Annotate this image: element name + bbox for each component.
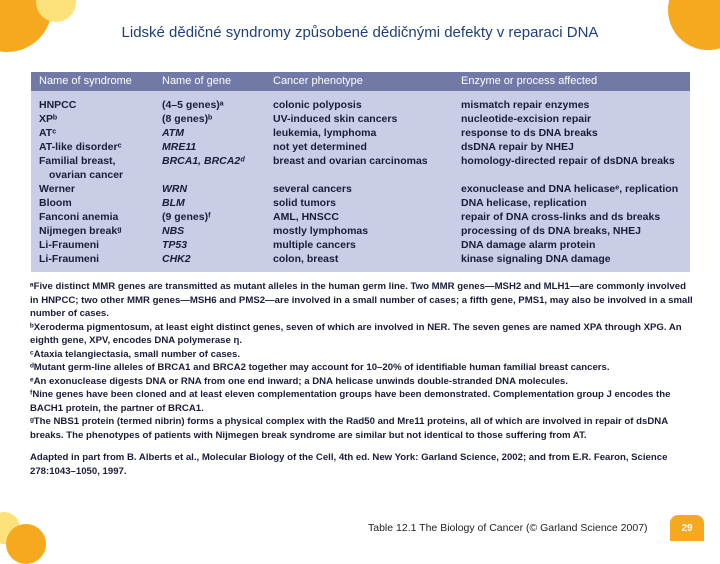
table-cell: (4–5 genes)ᵃ [162,99,224,111]
table-cell: ovarian cancer [49,169,124,181]
table-caption: Table 12.1 The Biology of Cancer (© Garland Science 2007) [368,522,648,534]
table-cell: Nijmegen breakᵍ [39,225,122,237]
table-cell: MRE11 [162,141,197,153]
slide-title: Lidské dědičné syndromy způsobené dědičnými defekty v reparaci DNA [121,24,599,41]
table-cell: mostly lymphomas [273,225,369,237]
footnote-b: ᵇXeroderma pigmentosum, at least eight distinct genes, seven of which are involved in NER. The seven genes are named XPA through XPG. An eighth gene, XPV, encodes DNA polymerase η. [30,321,682,346]
table-cell: response to ds DNA breaks [461,127,598,139]
table-cell: solid tumors [273,197,337,209]
footnote-f: ᶠNine genes have been cloned and at least eleven complementation groups have been demonstrated. Complementation group J encodes the BACH1 protein, the partner of BRCA1. [30,389,671,414]
table-cell: repair of DNA cross-links and ds breaks [461,211,661,223]
table-cell: DNA damage alarm protein [461,239,596,251]
table-cell: DNA helicase, replication [461,197,587,209]
table-cell: AML, HNSCC [273,211,339,223]
syndrome-table [31,72,690,272]
table-cell: Familial breast, [39,155,116,167]
table-cell: homology-directed repair of dsDNA breaks [461,155,675,167]
header-syndrome: Name of syndrome [39,75,132,87]
table-cell: ATᶜ [39,127,57,139]
table-cell: processing of ds DNA breaks, NHEJ [461,225,641,237]
table-cell: (8 genes)ᵇ [162,113,213,125]
table-cell: BLM [162,197,185,209]
table-cell: Bloom [39,197,72,209]
footnote-g: ᵍThe NBS1 protein (termed nibrin) forms a physical complex with the Rad50 and Mre11 proteins, all of which are involved in repair of dsDNA breaks. The phenotypes of patients with Nijmegen break syndrome are similar but not identical to those suffering from AT. [30,416,668,441]
footnote-d: ᵈMutant germ-line alleles of BRCA1 and BRCA2 together may account for 10–20% of identifiable human familial breast cancers. [30,362,610,373]
header-phenotype: Cancer phenotype [273,75,363,87]
source-note: Adapted in part from B. Alberts et al., Molecular Biology of the Cell, 4th ed. New York: Garland Science, 2002; and from E.R. Fearon, Science 278:1043–1050, 1997. [30,452,668,477]
table-cell: CHK2 [162,253,191,265]
table-cell: leukemia, lymphoma [273,127,377,139]
footnote-c: ᶜAtaxia telangiectasia, small number of cases. [30,348,240,360]
table-cell: several cancers [273,183,352,195]
table-cell: BRCA1, BRCA2ᵈ [162,155,245,167]
table-cell: breast and ovarian carcinomas [273,155,428,167]
table-cell: TP53 [162,239,188,251]
table-cell: ATM [162,127,184,139]
table-cell: AT-like disorderᶜ [39,141,122,153]
table-header-row [31,72,690,91]
footnote-a: ᵃFive distinct MMR genes are transmitted as mutant alleles in the human germ line. Two MMR genes—MSH2 and MLH1—are commonly involved in HNPCC; two other MMR genes—MSH6 and PMS2—are involved in a small number of cases; a fifth gene, PMS1, may also be involved in a small number of cases. [30,281,693,319]
table-cell: colonic polyposis [273,99,362,111]
table-cell: Li-Fraumeni [39,253,100,265]
table-cell: NBS [162,225,185,237]
table-cell: dsDNA repair by NHEJ [461,141,574,153]
table-cell: WRN [162,183,188,195]
table-cell: exonuclease and DNA helicaseᵉ, replication [461,183,679,195]
table-cell: Werner [39,183,75,195]
table-cell: XPᵇ [39,113,58,125]
page-number: 29 [670,515,704,541]
table-cell: Fanconi anemia [39,211,119,223]
table-cell: Li-Fraumeni [39,239,100,251]
table-cell: HNPCC [39,99,77,111]
table-cell: colon, breast [273,253,339,265]
decorative-circle-bottom-left-orange [6,524,46,564]
table-cell: multiple cancers [273,239,356,251]
footnotes [30,280,695,478]
header-gene: Name of gene [162,75,232,87]
header-enzyme: Enzyme or process affected [461,75,598,87]
table-cell: not yet determined [273,141,367,153]
table-cell: (9 genes)ᶠ [162,211,211,223]
table-cell: nucleotide-excision repair [461,113,592,125]
footnote-e: ᵉAn exonuclease digests DNA or RNA from one end inward; a DNA helicase unwinds double-stranded DNA molecules. [30,375,568,387]
table-cell: kinase signaling DNA damage [461,253,611,265]
table-cell: mismatch repair enzymes [461,99,590,111]
table-cell: UV-induced skin cancers [273,113,398,125]
